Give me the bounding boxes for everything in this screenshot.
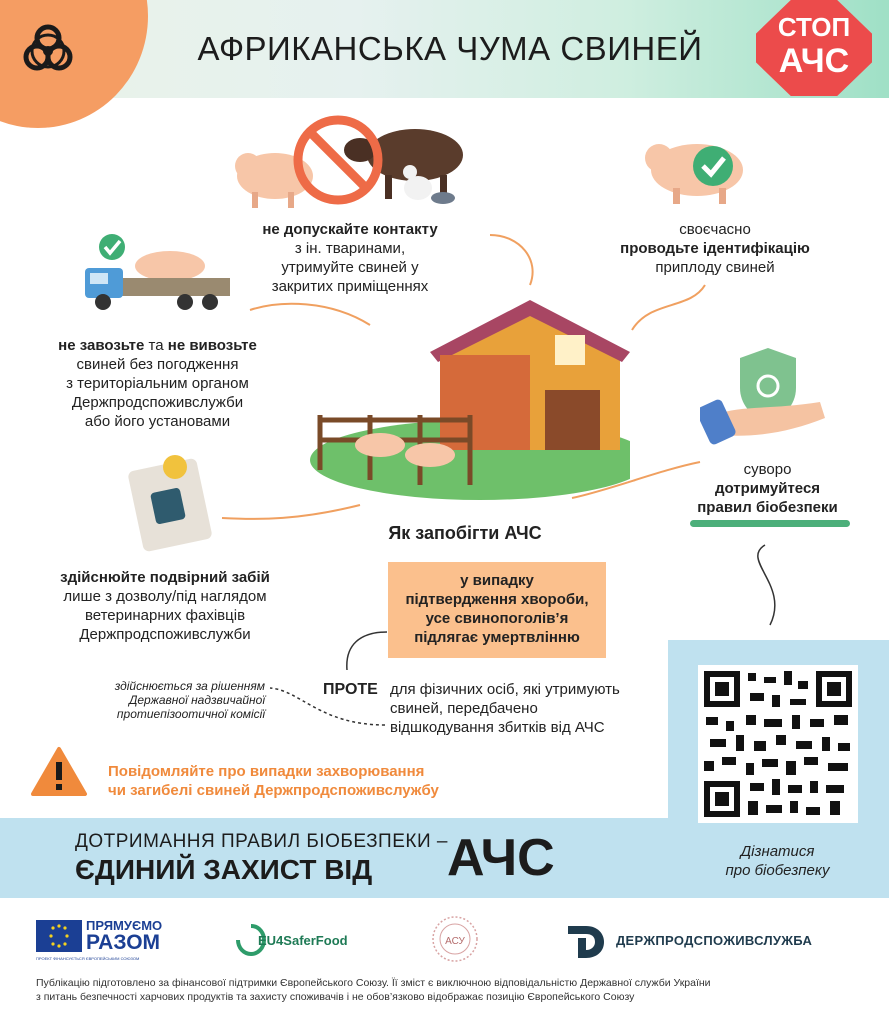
commission-note-line: здійснюється за рішенням (114, 679, 265, 693)
culling-notice-line: усе свинопоголів’я (425, 610, 569, 627)
qr-caption (680, 842, 875, 880)
banner-big: АЧС (447, 829, 555, 887)
commission-note (60, 679, 265, 721)
tip-transport-line: з територіальним органом (66, 375, 249, 392)
page-title: АФРИКАНСЬКА ЧУМА СВИНЕЙ (197, 30, 703, 67)
however-line: для фізичних осіб, які утримують (390, 681, 620, 698)
tip-transport-bold2: не вивозьте (167, 337, 257, 354)
tip-identification-line: своєчасно (679, 221, 751, 238)
dps-logo-text: ДЕРЖПРОДСПОЖИВСЛУЖБА (616, 933, 813, 948)
culling-notice-line: підлягає умертвлінню (414, 629, 580, 646)
however-text (390, 680, 660, 737)
tip-identification-line: приплоду свиней (655, 259, 775, 276)
stop-sign-line1: СТОП (777, 12, 851, 42)
disclaimer (36, 976, 876, 1004)
qr-code-pattern (698, 665, 858, 823)
commission-note-line: Державної надзвичайної (128, 693, 265, 707)
eu4saferfood-logo: EU4SaferFood (258, 933, 348, 948)
tip-biosafety-bold: дотримуйтеся (714, 480, 821, 497)
eu-logo-line2: РАЗОМ (86, 931, 161, 954)
report-notice (108, 762, 528, 800)
tip-contact-bold: не допускайте контакту (262, 221, 438, 238)
report-notice-line: Повідомляйте про випадки захворювання (108, 763, 425, 780)
tip-slaughter-line: Держпродспоживслужби (79, 626, 251, 643)
qr-code[interactable] (698, 665, 858, 823)
culling-notice-line: у випадку (460, 572, 534, 589)
eu-flag-icon (36, 920, 82, 952)
eu-logo-line1: ПРЯМУЄМО (86, 918, 163, 933)
banner-line2: ЄДИНИЙ ЗАХИСТ ВІД (75, 854, 373, 885)
warning-icon (30, 746, 88, 798)
however-line: відшкодування збитків від АЧС (390, 719, 605, 736)
tip-transport-line: Держпродспоживслужби (71, 394, 244, 411)
dps-logo-icon (564, 922, 608, 962)
tip-slaughter-bold: здійснюйте подвірний забій (60, 569, 270, 586)
however-line: свиней, передбачено (390, 700, 538, 717)
tip-transport-bold1: не завозьте (58, 337, 145, 354)
qr-caption-line: про біобезпеку (725, 862, 830, 879)
commission-note-line: протиепізоотичної комісії (116, 707, 265, 721)
tip-identification-bold: проводьте ідентифікацію (620, 240, 810, 257)
tip-contact-line: з ін. тваринами, (294, 240, 406, 257)
tip-transport-line: або його установами (84, 413, 231, 430)
tip-slaughter-line: ветеринарних фахівців (84, 607, 246, 624)
tip-contact-line: утримуйте свиней у (281, 259, 419, 276)
qr-caption-line: Дізнатися (740, 843, 815, 860)
banner-line1: ДОТРИМАННЯ ПРАВИЛ БІОБЕЗПЕКИ – (75, 831, 448, 852)
tip-biosafety-line: суворо (743, 461, 792, 478)
tip-transport-mid: та (144, 337, 168, 354)
disclaimer-line: Публікацію підготовлено за фінансової підтримки Європейського Союзу. Її зміст є виключною відповідальністю Державної служби України (36, 977, 711, 989)
tip-transport-line: свиней без погодження (76, 356, 239, 373)
center-title: Як запобігти АЧС (388, 523, 542, 543)
stop-sign-line2: АЧС (778, 42, 850, 80)
however-label: ПРОТЕ (323, 681, 378, 698)
culling-notice-line: підтвердження хвороби, (405, 591, 589, 608)
asu-logo: АСУ (445, 936, 465, 947)
report-notice-line: чи загибелі свиней Держпродспоживслужбу (108, 782, 439, 799)
tip-slaughter-line: лише з дозволу/під наглядом (63, 588, 267, 605)
tip-contact-line: закритих приміщеннях (271, 278, 429, 295)
eu-logo-small: ПРОЕКТ ФІНАНСУЄТЬСЯ ЄВРОПЕЙСЬКИМ СОЮЗОМ (36, 956, 140, 961)
tip-biosafety-bold: правил біобезпеки (697, 499, 838, 516)
disclaimer-line: з питань безпечності харчових продуктів та захисту споживачів і не обов’язково відображає позицію Європейського Союзу (36, 991, 635, 1003)
